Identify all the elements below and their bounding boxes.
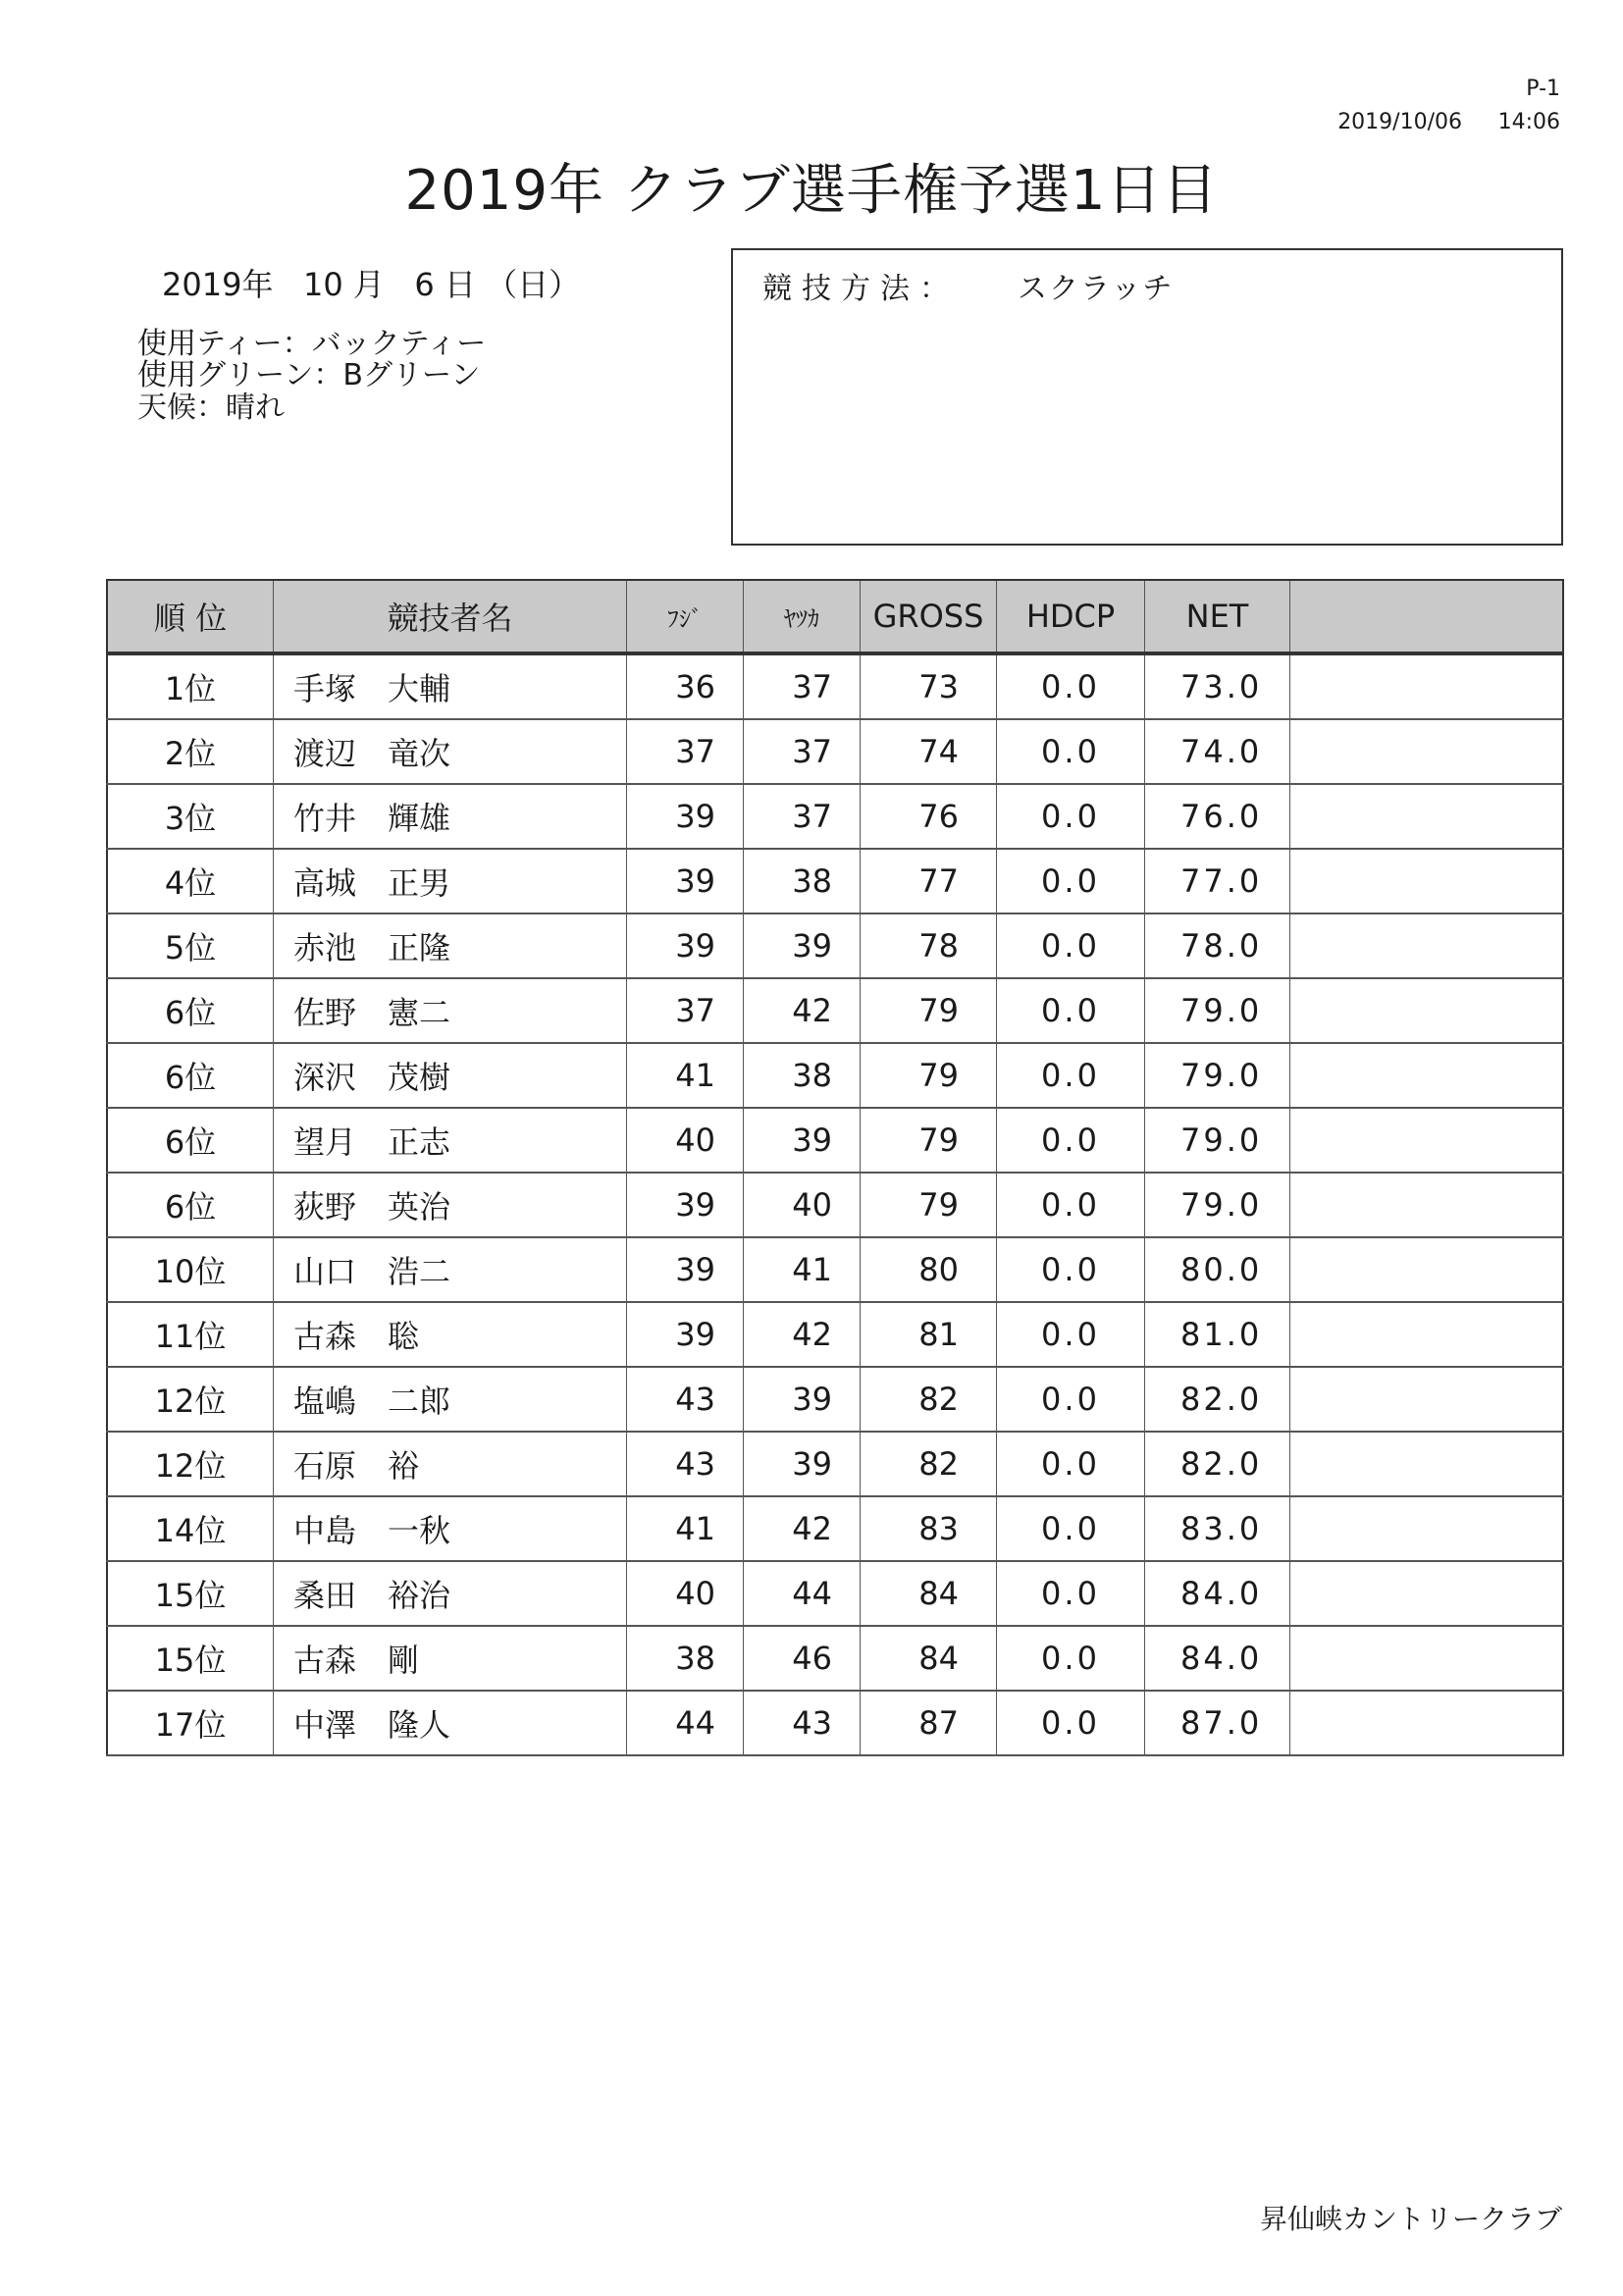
- cell-net: 76.0: [1145, 784, 1290, 849]
- cell-yatsuka: 42: [744, 1496, 861, 1561]
- cell-gross: 79: [861, 1043, 997, 1108]
- cell-yatsuka: 39: [744, 1367, 861, 1432]
- cell-hdcp: 0.0: [997, 1237, 1145, 1302]
- cell-net: 84.0: [1145, 1626, 1290, 1691]
- cell-blank: [1290, 1302, 1564, 1367]
- cell-hdcp: 0.0: [997, 849, 1145, 913]
- results-body: [107, 653, 1563, 1755]
- cell-player-name: 深沢 茂樹: [274, 1043, 627, 1108]
- table-row: [107, 1302, 1563, 1367]
- cell-fuji: 41: [627, 1043, 744, 1108]
- cell-hdcp: 0.0: [997, 1108, 1145, 1173]
- cell-blank: [1290, 1237, 1564, 1302]
- cell-rank: 6位: [107, 1043, 274, 1108]
- cell-rank: 3位: [107, 784, 274, 849]
- cell-yatsuka: 37: [744, 719, 861, 784]
- cell-rank: 1位: [107, 653, 274, 719]
- cell-rank: 4位: [107, 849, 274, 913]
- cell-player-name: 古森 剛: [274, 1626, 627, 1691]
- cell-gross: 80: [861, 1237, 997, 1302]
- competition-method-value: スクラッチ: [1018, 272, 1175, 306]
- table-row: [107, 1561, 1563, 1626]
- cell-gross: 82: [861, 1432, 997, 1496]
- cell-gross: 82: [861, 1367, 997, 1432]
- cell-hdcp: 0.0: [997, 913, 1145, 978]
- col-header-rank: 順 位: [107, 580, 274, 653]
- page-title: 2019年 クラブ選手権予選1日目: [404, 159, 1219, 223]
- cell-gross: 83: [861, 1496, 997, 1561]
- cell-net: 74.0: [1145, 719, 1290, 784]
- cell-blank: [1290, 1432, 1564, 1496]
- cell-yatsuka: 44: [744, 1561, 861, 1626]
- cell-yatsuka: 41: [744, 1237, 861, 1302]
- cell-blank: [1290, 719, 1564, 784]
- cell-net: 82.0: [1145, 1432, 1290, 1496]
- cell-fuji: 41: [627, 1496, 744, 1561]
- club-name: 昇仙峡カントリークラブ: [1259, 2203, 1562, 2235]
- cell-blank: [1290, 1626, 1564, 1691]
- cell-net: 79.0: [1145, 978, 1290, 1043]
- cell-fuji: 39: [627, 784, 744, 849]
- competition-method-box: [731, 248, 1563, 546]
- cell-hdcp: 0.0: [997, 1626, 1145, 1691]
- page-number: P-1: [1526, 77, 1560, 101]
- cell-player-name: 渡辺 竜次: [274, 719, 627, 784]
- cell-hdcp: 0.0: [997, 1173, 1145, 1237]
- cell-fuji: 39: [627, 913, 744, 978]
- cell-yatsuka: 40: [744, 1173, 861, 1237]
- cell-fuji: 40: [627, 1561, 744, 1626]
- cell-blank: [1290, 849, 1564, 913]
- col-header-yatsuka: ﾔﾂｶ: [744, 580, 861, 653]
- cell-player-name: 石原 裕: [274, 1432, 627, 1496]
- cell-rank: 12位: [107, 1367, 274, 1432]
- cell-hdcp: 0.0: [997, 1043, 1145, 1108]
- cell-gross: 84: [861, 1626, 997, 1691]
- cell-net: 77.0: [1145, 849, 1290, 913]
- cell-rank: 6位: [107, 978, 274, 1043]
- cell-hdcp: 0.0: [997, 1302, 1145, 1367]
- cell-fuji: 39: [627, 849, 744, 913]
- cell-gross: 79: [861, 978, 997, 1043]
- cell-player-name: 望月 正志: [274, 1108, 627, 1173]
- table-row: [107, 1108, 1563, 1173]
- cell-net: 80.0: [1145, 1237, 1290, 1302]
- cell-rank: 6位: [107, 1173, 274, 1237]
- table-row: [107, 913, 1563, 978]
- event-date: 2019年 10 月 6 日 （日）: [162, 266, 581, 303]
- col-header-blank: [1290, 580, 1564, 653]
- cell-fuji: 39: [627, 1173, 744, 1237]
- cell-rank: 11位: [107, 1302, 274, 1367]
- cell-yatsuka: 39: [744, 1108, 861, 1173]
- cell-rank: 14位: [107, 1496, 274, 1561]
- cell-player-name: 古森 聡: [274, 1302, 627, 1367]
- cell-hdcp: 0.0: [997, 784, 1145, 849]
- print-time: 14:06: [1497, 110, 1560, 134]
- cell-yatsuka: 42: [744, 1302, 861, 1367]
- weather-info: 天候：晴れ: [137, 391, 285, 425]
- cell-net: 73.0: [1145, 653, 1290, 719]
- print-date: 2019/10/06: [1337, 110, 1462, 134]
- cell-rank: 2位: [107, 719, 274, 784]
- cell-blank: [1290, 1173, 1564, 1237]
- cell-gross: 77: [861, 849, 997, 913]
- cell-yatsuka: 43: [744, 1691, 861, 1755]
- cell-yatsuka: 42: [744, 978, 861, 1043]
- cell-fuji: 36: [627, 653, 744, 719]
- cell-blank: [1290, 913, 1564, 978]
- cell-rank: 10位: [107, 1237, 274, 1302]
- cell-player-name: 竹井 輝雄: [274, 784, 627, 849]
- cell-gross: 84: [861, 1561, 997, 1626]
- cell-net: 83.0: [1145, 1496, 1290, 1561]
- cell-fuji: 40: [627, 1108, 744, 1173]
- cell-hdcp: 0.0: [997, 1496, 1145, 1561]
- cell-player-name: 桑田 裕治: [274, 1561, 627, 1626]
- cell-player-name: 塩嶋 二郎: [274, 1367, 627, 1432]
- cell-player-name: 山口 浩二: [274, 1237, 627, 1302]
- cell-rank: 15位: [107, 1626, 274, 1691]
- cell-yatsuka: 38: [744, 849, 861, 913]
- cell-blank: [1290, 1367, 1564, 1432]
- cell-blank: [1290, 1561, 1564, 1626]
- table-row: [107, 1367, 1563, 1432]
- cell-player-name: 中澤 隆人: [274, 1691, 627, 1755]
- col-header-hdcp: HDCP: [997, 580, 1145, 653]
- cell-rank: 6位: [107, 1108, 274, 1173]
- cell-yatsuka: 38: [744, 1043, 861, 1108]
- cell-net: 78.0: [1145, 913, 1290, 978]
- table-row: [107, 1496, 1563, 1561]
- table-row: [107, 1432, 1563, 1496]
- cell-player-name: 手塚 大輔: [274, 653, 627, 719]
- cell-net: 79.0: [1145, 1108, 1290, 1173]
- col-header-gross: GROSS: [861, 580, 997, 653]
- col-header-net: NET: [1145, 580, 1290, 653]
- table-row: [107, 1043, 1563, 1108]
- cell-blank: [1290, 653, 1564, 719]
- cell-fuji: 37: [627, 719, 744, 784]
- cell-hdcp: 0.0: [997, 719, 1145, 784]
- green-info: 使用グリーン：Bグリーン: [137, 358, 481, 392]
- cell-gross: 78: [861, 913, 997, 978]
- cell-gross: 87: [861, 1691, 997, 1755]
- col-header-player: 競技者名: [274, 580, 627, 653]
- cell-net: 87.0: [1145, 1691, 1290, 1755]
- table-row: [107, 719, 1563, 784]
- cell-fuji: 43: [627, 1367, 744, 1432]
- cell-blank: [1290, 978, 1564, 1043]
- cell-blank: [1290, 1043, 1564, 1108]
- cell-player-name: 中島 一秋: [274, 1496, 627, 1561]
- table-row: [107, 1173, 1563, 1237]
- col-header-fuji: ﾌｼﾞ: [627, 580, 744, 653]
- cell-hdcp: 0.0: [997, 1691, 1145, 1755]
- results-header-row: [107, 580, 1563, 653]
- table-row: [107, 653, 1563, 719]
- cell-hdcp: 0.0: [997, 1367, 1145, 1432]
- cell-gross: 73: [861, 653, 997, 719]
- cell-fuji: 39: [627, 1302, 744, 1367]
- cell-fuji: 39: [627, 1237, 744, 1302]
- cell-player-name: 荻野 英治: [274, 1173, 627, 1237]
- cell-net: 79.0: [1145, 1043, 1290, 1108]
- cell-player-name: 佐野 憲二: [274, 978, 627, 1043]
- cell-rank: 17位: [107, 1691, 274, 1755]
- table-row: [107, 1626, 1563, 1691]
- cell-hdcp: 0.0: [997, 653, 1145, 719]
- cell-yatsuka: 39: [744, 1432, 861, 1496]
- cell-fuji: 43: [627, 1432, 744, 1496]
- cell-blank: [1290, 784, 1564, 849]
- cell-hdcp: 0.0: [997, 1432, 1145, 1496]
- cell-net: 81.0: [1145, 1302, 1290, 1367]
- table-row: [107, 1691, 1563, 1755]
- cell-fuji: 44: [627, 1691, 744, 1755]
- cell-blank: [1290, 1496, 1564, 1561]
- cell-rank: 12位: [107, 1432, 274, 1496]
- results-table: [106, 579, 1564, 1756]
- cell-blank: [1290, 1691, 1564, 1755]
- cell-player-name: 高城 正男: [274, 849, 627, 913]
- tee-info: 使用ティー：バックティー: [137, 327, 487, 361]
- table-row: [107, 1237, 1563, 1302]
- cell-yatsuka: 39: [744, 913, 861, 978]
- cell-gross: 81: [861, 1302, 997, 1367]
- cell-yatsuka: 46: [744, 1626, 861, 1691]
- cell-fuji: 38: [627, 1626, 744, 1691]
- cell-rank: 15位: [107, 1561, 274, 1626]
- table-row: [107, 849, 1563, 913]
- table-row: [107, 784, 1563, 849]
- cell-net: 79.0: [1145, 1173, 1290, 1237]
- table-row: [107, 978, 1563, 1043]
- cell-rank: 5位: [107, 913, 274, 978]
- cell-net: 84.0: [1145, 1561, 1290, 1626]
- cell-player-name: 赤池 正隆: [274, 913, 627, 978]
- competition-method-label: 競技方法：: [762, 272, 959, 306]
- cell-hdcp: 0.0: [997, 978, 1145, 1043]
- cell-gross: 76: [861, 784, 997, 849]
- cell-yatsuka: 37: [744, 784, 861, 849]
- cell-hdcp: 0.0: [997, 1561, 1145, 1626]
- cell-net: 82.0: [1145, 1367, 1290, 1432]
- cell-fuji: 37: [627, 978, 744, 1043]
- cell-gross: 79: [861, 1108, 997, 1173]
- cell-gross: 74: [861, 719, 997, 784]
- cell-gross: 79: [861, 1173, 997, 1237]
- cell-blank: [1290, 1108, 1564, 1173]
- cell-yatsuka: 37: [744, 653, 861, 719]
